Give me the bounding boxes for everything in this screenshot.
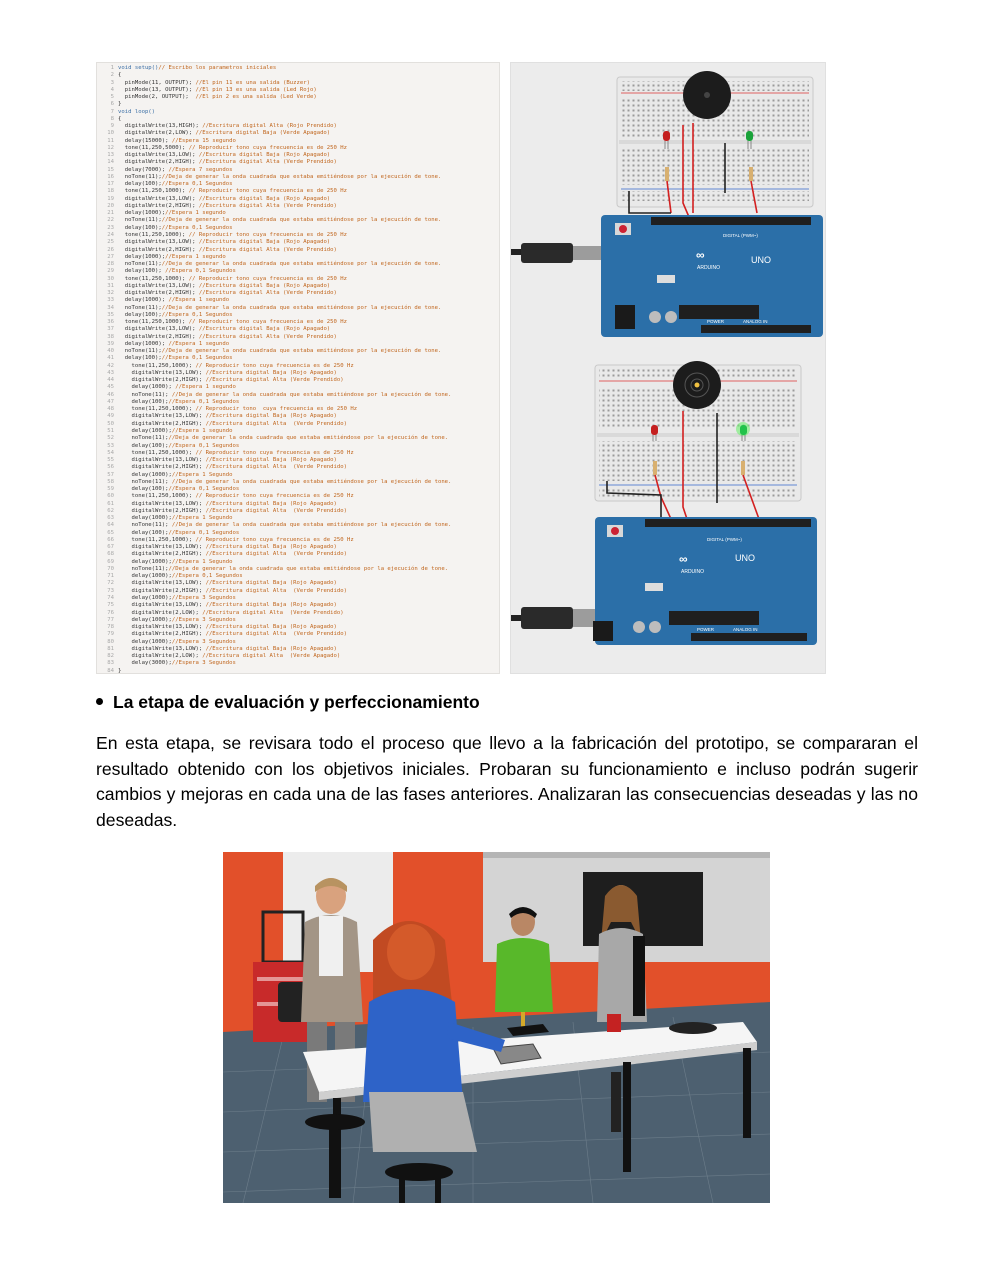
code-line-number: 30 (107, 275, 114, 282)
code-statement: delay(3000); (118, 660, 172, 667)
code-statement: delay(100); (118, 224, 162, 231)
resistor-1-top (665, 167, 669, 181)
code-line-number: 38 (107, 333, 114, 340)
code-line-number: 49 (107, 413, 114, 420)
arduino-board-bottom (593, 517, 817, 645)
code-line-number: 18 (107, 188, 114, 195)
code-statement: digitalWrite(13,LOW); (118, 624, 203, 631)
buzzer-bottom (673, 361, 721, 409)
code-statement: digitalWrite(13,LOW); (118, 544, 203, 551)
code-statement: noTone(11); (118, 173, 162, 180)
code-keyword: void setup() (118, 65, 159, 71)
code-statement: noTone(11); (118, 391, 169, 398)
code-statement: pinMode(2, OUTPUT); (118, 94, 189, 101)
code-line-number: 53 (107, 442, 114, 449)
circuit-top (511, 71, 823, 337)
code-statement: delay(100); (118, 311, 162, 318)
code-line-number: 11 (107, 137, 114, 144)
code-comment: //Espera 1 Segundo (171, 471, 233, 478)
code-comment: //Escritura digital Baja (Rojo Apagado) (195, 282, 331, 289)
code-line-number: 54 (107, 449, 114, 456)
code-comment: //Escritura digital Baja (Rojo Apagado) (195, 152, 331, 159)
code-line-number: 13 (107, 152, 114, 159)
code-line-number: 41 (107, 355, 114, 362)
arduino-board-top (601, 215, 823, 337)
code-line-number: 2 (110, 72, 114, 79)
code-statement: tone(11,250,1000); (118, 188, 186, 195)
code-line-number: 60 (107, 493, 114, 500)
code-comment: //Espera 0,1 Segundos (168, 442, 240, 449)
code-statement: digitalWrite(2,HIGH); (118, 507, 203, 514)
code-line-number: 82 (107, 653, 114, 660)
code-statement: tone(11,250,1000); (118, 493, 193, 500)
usb-cable-bottom (511, 607, 601, 629)
code-line-number: 72 (107, 580, 114, 587)
code-comment: //Escritura digital Baja (Rojo Apagado) (202, 602, 337, 609)
code-line-number: 63 (107, 515, 114, 522)
code-comment: //Espera 1 segundo (165, 253, 226, 260)
board-label-top: UNO (751, 255, 771, 265)
code-line-number: 70 (107, 565, 114, 572)
code-line-number: 21 (107, 210, 114, 217)
code-statement: digitalWrite(13,LOW); (118, 413, 203, 420)
code-line-number: 73 (107, 587, 114, 594)
code-statement: noTone(11); (118, 565, 169, 572)
code-keyword: void loop() (118, 108, 156, 115)
board-label-bottom: UNO (735, 553, 755, 563)
code-line (97, 94, 317, 102)
code-line-number: 71 (107, 573, 114, 580)
code-line-number: 20 (107, 202, 114, 209)
code-statement: delay(1000); (118, 428, 172, 434)
code-line-number: 7 (110, 108, 114, 115)
code-comment: //Escritura digital Alta (Rojo Prendido) (198, 123, 337, 130)
code-comment: //Escritura digital Alta (Verde Prendido) (202, 464, 348, 471)
code-line-number: 64 (107, 522, 114, 529)
code-statement: delay(1000); (118, 573, 172, 580)
code-comment: // Reproducir tono cuya frecuencia es de 250 Hz (192, 536, 354, 543)
code-statement: tone(11,250,1000); (118, 406, 193, 413)
code-line-number: 57 (107, 471, 114, 478)
code-comment: //Espera 1 segundo (165, 210, 226, 217)
code-line-number: 15 (107, 166, 114, 173)
code-line-number: 84 (107, 667, 114, 674)
code-statement: delay(100); (118, 355, 162, 362)
code-line-number: 44 (107, 377, 114, 384)
code-statement: delay(7000); (118, 166, 166, 173)
code-line-number: 33 (107, 297, 114, 304)
code-statement: delay(100); (118, 181, 162, 188)
code-statement: noTone(11); (118, 435, 169, 442)
code-line-number: 61 (107, 500, 114, 507)
code-statement: } (118, 101, 122, 108)
code-statement: delay(1000); (118, 558, 172, 565)
code-statement: delay(1000); (118, 253, 166, 260)
code-comment: //Escritura digital Alta (Verde Prendido) (202, 377, 344, 384)
classroom-scene (223, 852, 770, 1203)
code-line-number: 79 (107, 631, 114, 638)
code-line-number: 34 (107, 304, 114, 311)
code-statement: tone(11,250,1000); (118, 449, 193, 456)
code-statement: delay(100); (118, 486, 169, 493)
code-line-number: 67 (107, 544, 114, 551)
code-comment: //Espera 0,1 Segundos (168, 529, 240, 536)
code-statement: digitalWrite(13,LOW); (118, 580, 203, 587)
code-comment: //Escritura digital Baja (Rojo Apagado) (202, 645, 337, 652)
code-comment: // Reproducir tono cuya frecuencia es de 250 Hz (192, 449, 354, 456)
code-statement: { (118, 115, 122, 122)
code-line (97, 65, 276, 73)
code-line-number: 29 (107, 268, 114, 275)
code-line-number: 28 (107, 261, 114, 268)
code-comment: //Escritura digital Baja (Rojo Apagado) (195, 326, 331, 333)
code-statement: { (118, 72, 122, 79)
code-line-number: 22 (107, 217, 114, 224)
code-line-number: 62 (107, 507, 114, 514)
code-comment: //El pin 11 es una salida (Buzzer) (192, 79, 310, 86)
code-comment: //Espera 7 segundos (165, 166, 233, 173)
code-line-number: 66 (107, 536, 114, 543)
code-line-number: 35 (107, 311, 114, 318)
code-comment: //Escritura digital Alta (Verde Prendido) (195, 159, 337, 166)
code-comment: //Deja de generar la onda cuadrada que estaba emitiéndose por la ejecución de tone. (161, 173, 442, 180)
code-comment: //Espera 1 Segundo (171, 558, 233, 565)
code-statement: digitalWrite(2,LOW); (118, 653, 199, 660)
code-line-number: 24 (107, 231, 114, 238)
code-statement: digitalWrite(2,HIGH); (118, 464, 203, 471)
code-statement: delay(100); (118, 398, 169, 405)
code-statement: digitalWrite(13,LOW); (118, 326, 196, 333)
code-line-number: 36 (107, 319, 114, 326)
code-line-number: 16 (107, 173, 114, 180)
code-statement: tone(11,250,1000); (118, 536, 193, 543)
code-comment: //Deja de generar la onda cuadrada que estaba emitiéndose por la ejecución de tone. (161, 348, 442, 355)
code-line-number: 9 (110, 123, 114, 130)
code-line-number: 59 (107, 486, 114, 493)
code-line-number: 40 (107, 348, 114, 355)
code-comment: //Escritura digital Alta (Verde Prendido) (195, 333, 337, 340)
code-statement: tone(11,250,1000); (118, 319, 186, 326)
code-line-number: 45 (107, 384, 114, 391)
code-statement: tone(11,250,5000); (118, 144, 186, 151)
code-line-number: 76 (107, 609, 114, 616)
code-comment: //Deja de generar la onda cuadrada que estaba emitiéndose por la ejecución de tone. (168, 522, 452, 529)
code-statement: delay(1000); (118, 384, 172, 391)
code-statement: delay(1000); (118, 638, 172, 645)
code-comment: //Espera 3 Segundos (171, 638, 236, 645)
code-statement: digitalWrite(13,LOW); (118, 152, 196, 159)
code-statement: digitalWrite(13,LOW); (118, 602, 203, 609)
code-line-number: 31 (107, 282, 114, 289)
code-line-number: 52 (107, 435, 114, 442)
code-line-number: 74 (107, 594, 114, 601)
resistor-1-bottom (653, 461, 657, 475)
code-statement: digitalWrite(2,HIGH); (118, 333, 196, 340)
code-statement: noTone(11); (118, 478, 169, 485)
code-statement: digitalWrite(2,HIGH); (118, 159, 196, 166)
code-listing (96, 62, 500, 674)
code-statement: } (118, 667, 122, 674)
code-line-number: 23 (107, 224, 114, 231)
section-heading-text: La etapa de evaluación y perfeccionamiento (113, 692, 480, 712)
code-line-number: 78 (107, 624, 114, 631)
code-statement: pinMode(13, OUTPUT); (118, 86, 193, 93)
code-comment: //Escritura digital Baja (Rojo Apagado) (202, 413, 337, 420)
code-comment: //Deja de generar la onda cuadrada que estaba emitiéndose por la ejecución de tone. (161, 304, 442, 311)
code-comment: //Espera 1 segundo (171, 384, 236, 391)
code-comment: // Reproducir tono cuya frecuencia es de 250 Hz (185, 319, 348, 326)
code-comment: // Escribo los parametros iniciales (158, 65, 277, 71)
code-comment: //Deja de generar la onda cuadrada que estaba emitiéndose por la ejecución de tone. (161, 217, 442, 224)
code-line-number: 19 (107, 195, 114, 202)
code-statement: digitalWrite(2,HIGH); (118, 587, 203, 594)
code-line-number: 51 (107, 428, 114, 434)
code-comment: // Reproducir tono cuya frecuencia es de 250 Hz (192, 362, 354, 369)
code-statement: noTone(11); (118, 217, 162, 224)
code-line-number: 5 (110, 94, 114, 101)
code-line-number: 50 (107, 420, 114, 427)
code-statement: noTone(11); (118, 304, 162, 311)
code-line-number: 80 (107, 638, 114, 645)
circuit-diagram-panel (510, 62, 826, 674)
code-comment: //Espera 3 Segundos (171, 616, 236, 623)
code-line-number: 47 (107, 398, 114, 405)
code-comment: //Espera 3 Segundos (171, 594, 236, 601)
body-paragraph: En esta etapa, se revisara todo el proceso que llevo a la fabricación del prototipo, se compararan el resultado obtenido con los objetivos iniciales. Probaran su funcionamiento e incluso podrán sugerir cambios y mejoras en cada una de las fases anteriores. Analizaran las consecuencias deseadas y las no deseadas. (96, 733, 918, 830)
code-statement: digitalWrite(13,LOW); (118, 195, 196, 202)
code-line-number: 46 (107, 391, 114, 398)
code-statement: delay(100); (118, 529, 169, 536)
code-statement: digitalWrite(2,HIGH); (118, 551, 203, 558)
code-statement: delay(1000); (118, 340, 166, 347)
code-comment: //Espera 0,1 Segundos (168, 486, 240, 493)
code-statement: delay(100); (118, 268, 162, 275)
code-line-number: 75 (107, 602, 114, 609)
circuit-bottom (511, 361, 817, 645)
code-comment: //El pin 2 es una salida (Led Verde) (188, 94, 317, 101)
code-comment: //Espera 1 segundo (171, 428, 233, 434)
code-statement: digitalWrite(13,LOW); (118, 645, 203, 652)
code-line-number: 65 (107, 529, 114, 536)
code-statement: delay(1000); (118, 210, 166, 217)
code-line-number: 26 (107, 246, 114, 253)
code-statement: noTone(11); (118, 522, 169, 529)
code-comment: // Reproducir tono cuya frecuencia es de 250 Hz (185, 188, 348, 195)
code-line-number: 8 (110, 115, 114, 122)
resistor-2-top (749, 167, 753, 181)
code-line-number: 39 (107, 340, 114, 347)
brand-label-bottom: ARDUINO (681, 569, 705, 575)
code-comment: // Reproducir tono cuya frecuencia es de 250 Hz (185, 144, 348, 151)
code-statement: tone(11,250,1000); (118, 362, 193, 369)
code-comment: //Espera 1 segundo (165, 297, 230, 304)
resistor-2-bottom (741, 461, 745, 475)
code-comment: //Escritura digital Baja (Verde Apagado) (192, 130, 331, 137)
code-comment: //Escritura digital Alta (Verde Prendido) (202, 587, 348, 594)
code-comment: //Escritura digital Baja (Rojo Apagado) (195, 195, 331, 202)
code-statement: digitalWrite(13,LOW); (118, 282, 196, 289)
code-comment: //Espera 0,1 Segundos (161, 224, 233, 231)
code-statement: noTone(11); (118, 261, 162, 268)
code-statement: digitalWrite(13,LOW); (118, 457, 203, 464)
usb-cable-top (511, 243, 601, 263)
code-comment: //Espera 0,1 Segundos (161, 355, 233, 362)
code-comment: //Deja de generar la onda cuadrada que estaba emitiéndose por la ejecución de tone. (168, 478, 452, 485)
code-comment: //Deja de generar la onda cuadrada que estaba emitiéndose por la ejecución de tone. (161, 261, 442, 268)
code-line-number: 48 (107, 406, 114, 413)
code-line-number: 27 (107, 253, 114, 260)
code-comment: //Escritura digital Alta (Verde Prendido) (195, 290, 337, 297)
code-line-number: 12 (107, 144, 114, 151)
code-line-number: 77 (107, 616, 114, 623)
svg-text:∞: ∞ (679, 552, 688, 566)
code-comment: //Espera 3 Segundos (171, 660, 236, 667)
bullet-icon (96, 698, 103, 705)
code-comment: //Deja de generar la onda cuadrada que estaba emitiéndose por la ejecución de tone. (168, 435, 449, 442)
code-comment: //Escritura digital Alta (Verde Prendido) (202, 420, 348, 427)
code-line-number: 55 (107, 457, 114, 464)
circuit-diagram (511, 63, 827, 675)
brand-label-top: ARDUINO (697, 265, 721, 271)
code-comment: //Escritura digital Alta (Verde Prendido) (202, 551, 348, 558)
code-comment: // Reproducir tono cuya frecuencia es de 250 Hz (185, 231, 348, 238)
code-line-number: 10 (107, 130, 114, 137)
code-comment: //Escritura digital Alta (Verde Prendido) (195, 202, 337, 209)
code-comment: // Reproducir tono cuya frecuencia es de 250 Hz (192, 406, 358, 413)
code-comment: //Espera 0,1 Segundos (161, 181, 233, 188)
code-statement: digitalWrite(2,HIGH); (118, 631, 203, 638)
code-statement: digitalWrite(2,HIGH); (118, 377, 203, 384)
code-statement: digitalWrite(2,HIGH); (118, 246, 196, 253)
power-label-bottom: POWER (697, 627, 715, 632)
code-statement: delay(100); (118, 442, 169, 449)
code-line-number: 68 (107, 551, 114, 558)
code-statement: noTone(11); (118, 348, 162, 355)
code-comment: //Deja de generar la onda cuadrada que estaba emitiéndose por la ejecución de tone. (168, 565, 449, 572)
analog-label-top: ANALOG IN (743, 319, 768, 324)
code-statement: delay(1000); (118, 297, 166, 304)
code-comment: // Reproducir tono cuya frecuencia es de 250 Hz (192, 493, 354, 500)
code-line-number: 42 (107, 362, 114, 369)
code-statement: delay(1000); (118, 515, 172, 522)
code-comment: //Espera 1 segundo (165, 340, 230, 347)
code-comment: //Espera 0,1 Segundos (161, 268, 236, 275)
code-line-number: 3 (110, 79, 114, 86)
code-comment: //Escritura digital Alta (Verde Prendido) (202, 631, 348, 638)
code-comment: //Escritura digital Baja (Rojo Apagado) (202, 500, 337, 507)
buzzer-top (683, 71, 731, 119)
code-statement: digitalWrite(2,LOW); (118, 130, 193, 137)
code-comment: //Espera 0,1 Segundos (161, 311, 233, 318)
code-line-number: 83 (107, 660, 114, 667)
code-statement: digitalWrite(2,HIGH); (118, 420, 203, 427)
code-comment: //Escritura digital Baja (Rojo Apagado) (202, 457, 337, 464)
code-comment: //Espera 15 segundo (168, 137, 236, 144)
code-line-number: 14 (107, 159, 114, 166)
code-line-number: 58 (107, 478, 114, 485)
code-comment: //Espera 0,1 Segundos (171, 573, 243, 580)
code-line (97, 668, 121, 674)
power-label-top: POWER (707, 319, 725, 324)
code-line-number: 4 (110, 86, 114, 93)
code-comment: //Escritura digital Baja (Rojo Apagado) (195, 239, 331, 246)
code-statement: delay(1000); (118, 594, 172, 601)
classroom-scene-image (223, 852, 770, 1203)
code-comment: //Escritura digital Baja (Rojo Apagado) (202, 369, 337, 376)
code-comment: //Espera 0,1 Segundos (168, 398, 240, 405)
code-line-number: 37 (107, 326, 114, 333)
code-statement: delay(1000); (118, 471, 172, 478)
code-comment: //Escritura digital Alta (Verde Prendido) (202, 507, 348, 514)
code-line-number: 17 (107, 181, 114, 188)
code-line-number: 32 (107, 290, 114, 297)
code-comment: //Escritura digital Alta (Verde Prendido) (198, 609, 344, 616)
code-comment: //Deja de generar la onda cuadrada que estaba emitiéndose por la ejecución de tone. (168, 391, 452, 398)
code-statement: digitalWrite(2,HIGH); (118, 202, 196, 209)
code-comment: //Espera 1 Segundo (171, 515, 233, 522)
svg-text:∞: ∞ (696, 248, 705, 262)
code-comment: // Reproducir tono cuya frecuencia es de 250 Hz (185, 275, 348, 282)
section-heading (96, 692, 480, 713)
code-statement: digitalWrite(2,LOW); (118, 609, 199, 616)
code-statement: pinMode(11, OUTPUT); (118, 79, 193, 86)
code-statement: digitalWrite(13,LOW); (118, 500, 203, 507)
code-statement: digitalWrite(13,HIGH); (118, 123, 199, 130)
code-line-number: 25 (107, 239, 114, 246)
code-comment: //El pin 13 es una salida (Led Rojo) (192, 86, 317, 93)
code-line-number: 43 (107, 369, 114, 376)
code-line-number: 69 (107, 558, 114, 565)
code-statement: digitalWrite(13,LOW); (118, 239, 196, 246)
code-comment: //Escritura digital Alta (Verde Prendido) (195, 246, 337, 253)
code-comment: //Escritura digital Baja (Rojo Apagado) (202, 544, 337, 551)
code-line-number: 81 (107, 645, 114, 652)
code-comment: //Escritura digital Baja (Rojo Apagado) (202, 624, 337, 631)
code-line-number: 56 (107, 464, 114, 471)
digital-label-bottom: DIGITAL (PWM~) (707, 537, 742, 542)
code-statement: tone(11,250,1000); (118, 275, 186, 282)
code-line-number: 1 (110, 65, 114, 71)
digital-label-top: DIGITAL (PWM~) (723, 233, 758, 238)
code-statement: delay(15000); (118, 137, 169, 144)
code-statement: tone(11,250,1000); (118, 231, 186, 238)
analog-label-bottom: ANALOG IN (733, 627, 758, 632)
code-statement: delay(1000); (118, 616, 172, 623)
code-statement: digitalWrite(13,LOW); (118, 369, 203, 376)
code-statement: digitalWrite(2,HIGH); (118, 290, 196, 297)
code-comment: //Escritura digital Baja (Rojo Apagado) (202, 580, 337, 587)
code-comment: //Escritura digital Alta (Verde Apagado) (198, 653, 341, 660)
code-line-number: 6 (110, 101, 114, 108)
